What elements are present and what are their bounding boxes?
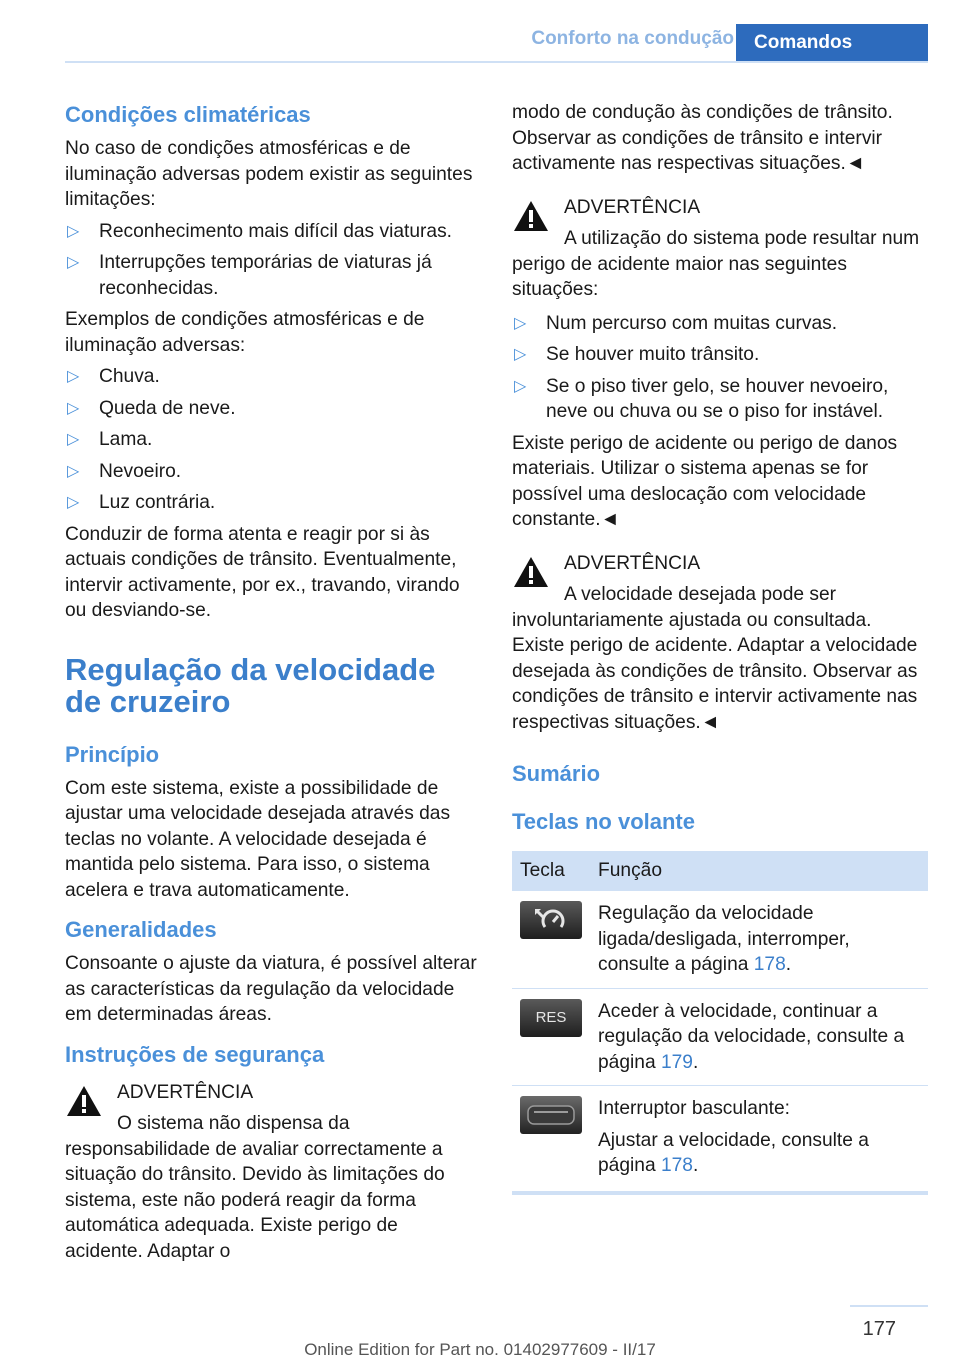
- triangle-right-icon: ▷: [67, 399, 80, 417]
- column-header-function: Função: [590, 851, 928, 891]
- warning-triangle-icon: [512, 555, 550, 589]
- main-heading: Regulação da velocidade de cruzeiro: [65, 651, 436, 719]
- principle-heading: Princípio: [65, 741, 160, 767]
- list-item: ▷ Se o piso tiver gelo, se houver nevoeiro, neve ou chuva ou se o piso for instável.: [514, 375, 889, 422]
- list-item: ▷ Queda de neve.: [65, 396, 477, 422]
- left-column: [65, 100, 477, 1272]
- warning-triangle-icon: [65, 1084, 103, 1118]
- warning-text: A velocidade desejada pode ser involuntariamente ajustada ou consultada. Existe perigo de acidente. Adaptar a velocidade desejada às condições de trânsito. Observar as condições de trânsito e intervir activamente nas respectivas situações.◄: [512, 584, 918, 733]
- warning-text: O sistema não dispensa da responsabilidade de avaliar correctamente a situação do trânsito. Devido às limitações do sistema, este não poderá reagir da forma automática adequada. Existe perigo de acidente. Adaptar o: [65, 1113, 445, 1262]
- row-description: Regulação da velocidade ligada/desligada, interromper, consulte a página: [598, 903, 850, 975]
- triangle-right-icon: ▷: [67, 494, 80, 511]
- header-section-title: Conforto na condução: [531, 28, 734, 49]
- right-column: [512, 100, 928, 1195]
- continuation-text: modo de condução às condições de trânsito. Observar as condições de trânsito e intervir activamente nas respectivas situações.◄: [512, 102, 893, 174]
- rocker-switch-icon: [520, 1096, 582, 1134]
- row-description: Aceder à velocidade, continuar a regulação da velocidade, consulte a página: [598, 1000, 905, 1073]
- examples-list: [65, 364, 477, 516]
- list-item: ▷ Se houver muito trânsito.: [512, 342, 928, 368]
- principle-text: Com este sistema, existe a possibilidade de ajustar uma velocidade desejada através das teclas no volante. A velocidade desejada é mantida pelo sistema. Para isso, o sistema acelera e trava automaticamente.: [65, 777, 451, 901]
- drive-advice: Conduzir de forma atenta e reagir por si às actuais condições de trânsito. Eventualmente, intervir activamente, por ex., travando, virando ou desviando-se.: [65, 523, 460, 621]
- res-button-icon: RES: [520, 999, 582, 1037]
- page-link[interactable]: 178: [753, 954, 786, 975]
- triangle-right-icon: ▷: [67, 462, 80, 480]
- speedometer-icon: [531, 907, 571, 933]
- column-header-key: Tecla: [512, 851, 590, 891]
- page-link[interactable]: 178: [660, 1155, 693, 1176]
- safety-heading: Instruções de segurança: [65, 1041, 325, 1067]
- header-rule: [65, 61, 928, 63]
- keys-table: [512, 851, 928, 1195]
- warning-block: [512, 547, 928, 736]
- page-link[interactable]: 179: [660, 1051, 693, 1073]
- list-item: ▷ Interrupções temporárias de viaturas já reconhecidas.: [67, 252, 432, 299]
- keys-heading: Teclas no volante: [512, 809, 695, 834]
- list-item: ▷ Nevoeiro.: [65, 459, 477, 485]
- warning-block: [65, 1076, 477, 1265]
- warning-text: A utilização do sistema pode resultar num perigo de acidente maior nas seguintes situações:: [512, 228, 920, 300]
- climate-intro: No caso de condições atmosféricas e de iluminação adversas podem existir as seguintes limitações:: [65, 138, 473, 210]
- list-item: ▷ Reconhecimento mais difícil das viaturas.: [65, 219, 477, 245]
- warning-triangle-icon: [512, 199, 550, 233]
- climate-list: [65, 219, 477, 302]
- general-text: Consoante o ajuste da viatura, é possível alterar as características da regulação da velocidade em determinadas áreas.: [65, 953, 477, 1025]
- warning-after-text: Existe perigo de acidente ou perigo de danos materiais. Utilizar o sistema apenas se for possível uma deslocação com velocidade constante.◄: [512, 432, 898, 530]
- table-row: RES Aceder à velocidade, continuar a regulação da velocidade, consulte a página 179.: [512, 988, 928, 1086]
- footer-edition: Online Edition for Part no. 01402977609 - II/17: [304, 1340, 656, 1359]
- footer-rule: [850, 1305, 928, 1307]
- row-description: Ajustar a velocidade, consulte a página: [598, 1129, 869, 1176]
- list-item: ▷ Lama.: [65, 427, 477, 453]
- general-heading: Generalidades: [65, 917, 217, 942]
- table-row: Interruptor basculante: Ajustar a velocidade, consulte a página 178.: [512, 1086, 928, 1193]
- triangle-right-icon: ▷: [514, 314, 527, 332]
- row-title: Interruptor basculante:: [598, 1098, 790, 1119]
- list-item: ▷ Num percurso com muitas curvas.: [512, 311, 928, 337]
- warning-list: [512, 311, 928, 425]
- cruise-control-button-icon: [520, 901, 582, 939]
- triangle-right-icon: ▷: [67, 431, 80, 448]
- triangle-right-icon: ▷: [514, 346, 527, 363]
- triangle-right-icon: ▷: [514, 377, 527, 395]
- examples-intro: Exemplos de condições atmosféricas e de iluminação adversas:: [65, 309, 425, 356]
- header-chapter-tab: Comandos: [736, 24, 928, 62]
- summary-heading: Sumário: [512, 761, 601, 786]
- triangle-right-icon: ▷: [67, 368, 80, 385]
- warning-block: [512, 191, 928, 303]
- list-item: ▷ Chuva.: [65, 364, 477, 390]
- warning-title: ADVERTÊNCIA: [564, 552, 701, 574]
- table-row: Regulação da velocidade ligada/desligada, interromper, consulte a página 178.: [512, 891, 928, 988]
- climate-heading: Condições climatéricas: [65, 102, 311, 127]
- table-header-row: [512, 851, 928, 891]
- triangle-right-icon: ▷: [67, 254, 80, 271]
- page-number: 177: [862, 1318, 896, 1340]
- triangle-right-icon: ▷: [67, 222, 80, 240]
- warning-title: ADVERTÊNCIA: [564, 196, 701, 218]
- list-item: ▷ Luz contrária.: [65, 490, 477, 516]
- warning-title: ADVERTÊNCIA: [117, 1081, 254, 1103]
